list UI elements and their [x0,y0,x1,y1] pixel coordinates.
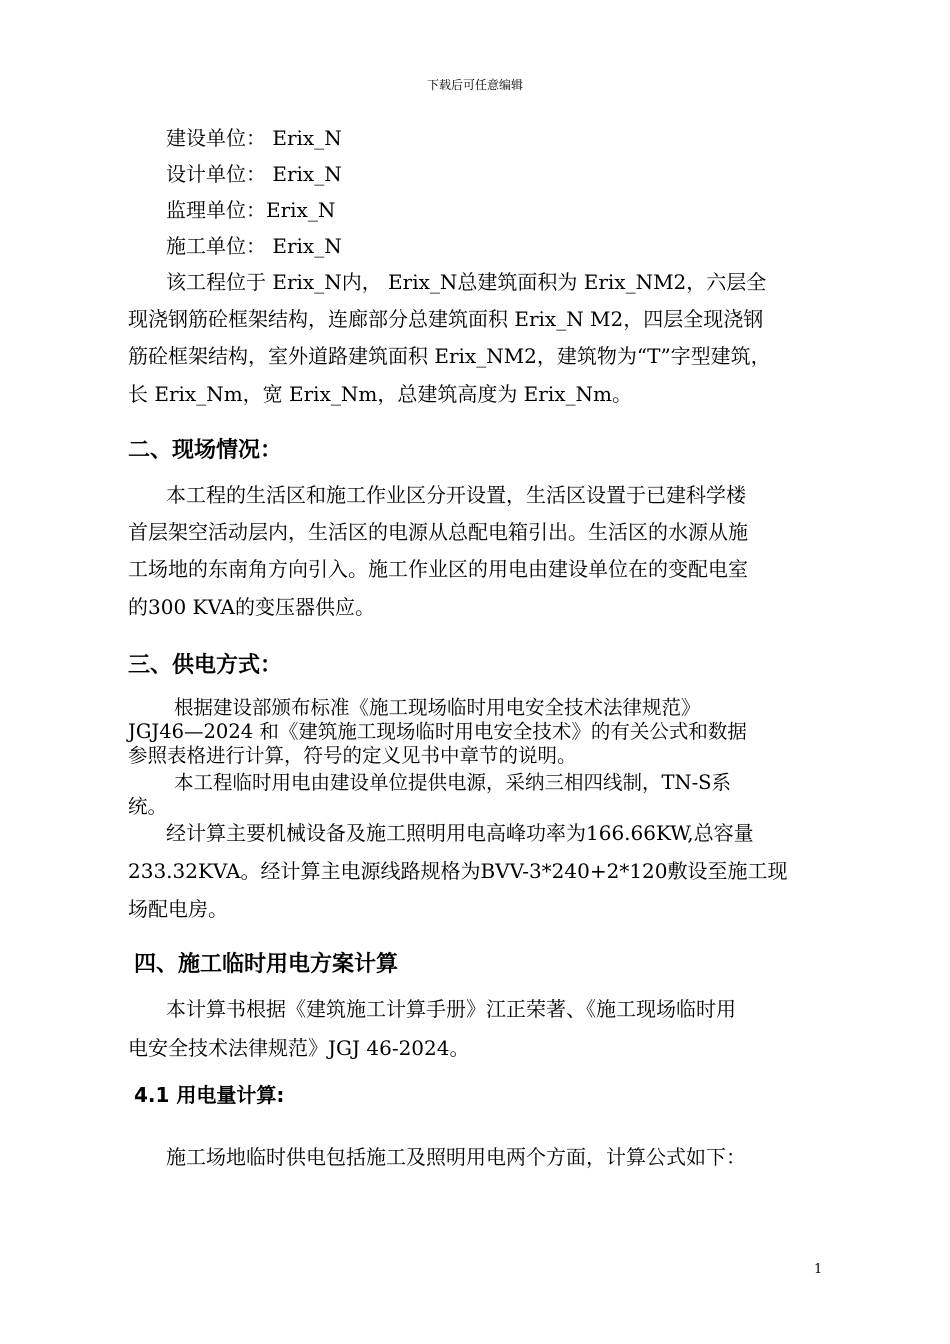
power-supply-line: 根据建设部颁布标准《施工现场临时用电安全技术法律规范》 [174,696,701,719]
page-header: 下载后可任意编辑 [426,78,523,92]
overview-line: 该工程位于 Erix_N内， Erix_N总建筑面积为 Erix_NM2，六层全 [166,270,767,294]
power-supply-line: 233.32KVA。经计算主电源线路规格为BVV-3*240+2*120敷设至施工现 [128,859,788,883]
power-supply-line: 参照表格进行计算，符号的定义见书中章节的说明。 [128,744,577,767]
power-supply-line: 场配电房。 [128,897,228,921]
overview-line: 现浇钢筋砼框架结构，连廊部分总建筑面积 Erix_N M2，四层全现浇钢 [128,307,764,331]
power-supply-line: JGJ46—2024 和《建筑施工现场临时用电安全技术》的有关公式和数据 [128,720,747,743]
info-supervision-unit: 监理单位：Erix_N [166,198,336,222]
overview-line: 长 Erix_Nm，宽 Erix_Nm，总建筑高度为 Erix_Nm。 [128,382,632,406]
section-site-conditions-heading: 二、现场情况： [128,438,283,463]
section-power-supply-heading: 三、供电方式： [128,653,283,678]
section-calculation-heading: 四、施工临时用电方案计算 [134,952,399,977]
info-construction-unit: 建设单位： Erix_N [166,126,342,150]
load-calculation-line: 施工场地临时供电包括施工及照明用电两个方面，计算公式如下： [166,1145,746,1169]
site-conditions-line: 首层架空活动层内，生活区的电源从总配电箱引出。生活区的水源从施 [128,520,748,544]
subsection-load-calculation-heading: 4.1 用电量计算: [134,1083,285,1107]
site-conditions-line: 工场地的东南角方向引入。施工作业区的用电由建设单位在的变配电室 [128,557,748,581]
calculation-line: 电安全技术法律规范》JGJ 46-2024。 [128,1036,470,1060]
power-supply-line: 经计算主要机械设备及施工照明用电高峰功率为166.66KW,总容量 [166,821,754,845]
page-number: 1 [814,1262,823,1277]
site-conditions-line: 本工程的生活区和施工作业区分开设置，生活区设置于已建科学楼 [166,483,746,507]
site-conditions-line: 的300 KVA的变压器供应。 [128,595,376,619]
power-supply-line: 统。 [128,795,168,818]
overview-line: 筋砼框架结构，室外道路建筑面积 Erix_NM2，建筑物为“T”字型建筑， [128,344,771,368]
power-supply-line: 本工程临时用电由建设单位提供电源，采纳三相四线制，TN-S系 [174,771,732,794]
info-contractor-unit: 施工单位： Erix_N [166,234,342,258]
calculation-line: 本计算书根据《建筑施工计算手册》江正荣著、《施工现场临时用 [166,997,736,1021]
info-design-unit: 设计单位： Erix_N [166,162,342,186]
